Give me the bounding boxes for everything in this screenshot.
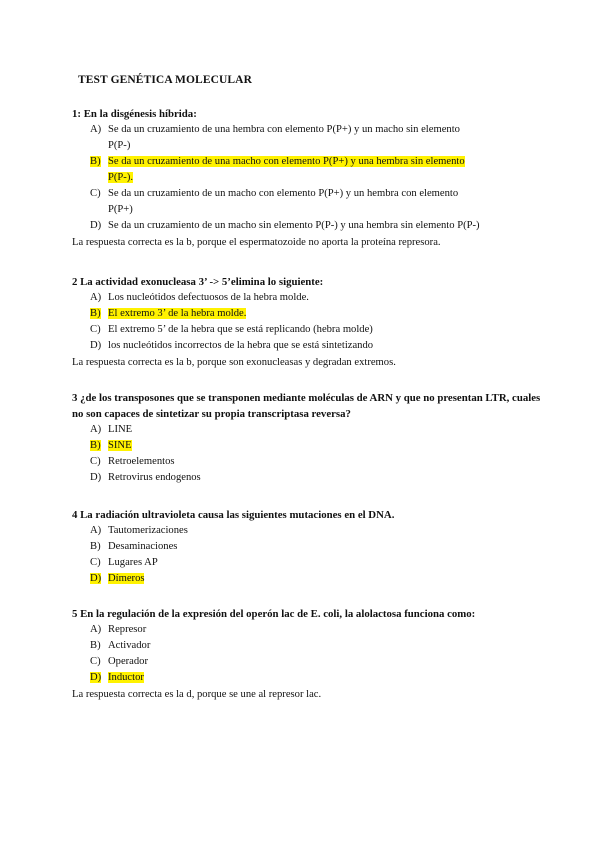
question-5 (72, 606, 542, 703)
option-text: Dímeros (108, 573, 145, 584)
option-a (72, 622, 542, 638)
option-letter: A) (90, 624, 102, 635)
option-letter: D) (90, 672, 102, 683)
option-text: los nucleótidos incorrectos de la hebra que se está sintetizando (108, 340, 374, 351)
option-letter: A) (90, 124, 102, 135)
option-text: P(P-). (108, 172, 134, 183)
option-c (72, 555, 542, 571)
option-text: Lugares AP (108, 557, 158, 568)
question-1 (72, 106, 542, 251)
option-letter: B) (90, 440, 101, 451)
option-letter: B) (90, 541, 101, 552)
option-text: Los nucleótidos defectuosos de la hebra molde. (108, 292, 309, 303)
option-text: SINE (108, 440, 132, 451)
answer-explanation: La respuesta correcta es la b, porque son exonucleasas y degradan extremos. (72, 357, 396, 368)
option-text: P(P-) (108, 140, 131, 151)
option-letter (90, 138, 108, 154)
option-text: Operador (108, 656, 149, 667)
option-b (72, 539, 542, 555)
option-d (72, 670, 542, 686)
option-letter (90, 170, 108, 186)
option-d (72, 470, 542, 486)
option-text: Activador (108, 640, 151, 651)
option-b (72, 438, 542, 454)
option-letter: D) (90, 472, 102, 483)
option-text: Retrovirus endogenos (108, 472, 201, 483)
option-d (72, 218, 542, 234)
question-text: 5 En la regulación de la expresión del operón lac de E. coli, la alolactosa funciona como: (72, 608, 476, 620)
option-text: Desaminaciones (108, 541, 178, 552)
option-letter: C) (90, 557, 101, 568)
option-c (72, 454, 542, 470)
option-b-cont (72, 170, 542, 186)
option-text: Se da un cruzamiento de un macho sin elemento P(P-) y una hembra sin elemento P(P-) (108, 220, 480, 231)
question-text: 3 ¿de los transposones que se transponen mediante moléculas de ARN y que no presentan LTR, cuales no son capaces de sintetizar su propia transcriptasa reversa? (72, 392, 541, 420)
answer-explanation: La respuesta correcta es la b, porque el espermatozoide no aporta la proteína represora. (72, 237, 441, 248)
option-text: Retroelementos (108, 456, 175, 467)
option-letter: C) (90, 188, 101, 199)
option-b (72, 306, 542, 322)
option-a (72, 422, 542, 438)
option-letter: A) (90, 525, 102, 536)
option-a (72, 122, 542, 138)
option-letter: D) (90, 573, 102, 584)
option-a-cont (72, 138, 542, 154)
option-a (72, 290, 542, 306)
option-c-cont (72, 202, 542, 218)
option-letter: A) (90, 292, 102, 303)
option-letter: B) (90, 640, 101, 651)
option-text: El extremo 5’ de la hebra que se está replicando (hebra molde) (108, 324, 373, 335)
option-text: Inductor (108, 672, 144, 683)
option-letter: D) (90, 220, 102, 231)
option-c (72, 654, 542, 670)
option-text: P(P+) (108, 204, 133, 215)
option-letter: C) (90, 656, 101, 667)
option-c (72, 322, 542, 338)
option-text: Tautomerizaciones (108, 525, 188, 536)
option-letter (90, 202, 108, 218)
option-c (72, 186, 542, 202)
option-letter: B) (90, 156, 101, 167)
question-2 (72, 274, 542, 371)
option-text: El extremo 3’ de la hebra molde. (108, 308, 247, 319)
option-text: Se da un cruzamiento de una macho con elemento P(P+) y una hembra sin elemento (108, 156, 465, 167)
option-text: Se da un cruzamiento de una hembra con elemento P(P+) y un macho sin elemento (108, 124, 460, 135)
question-text: 1: En la disgénesis híbrida: (72, 108, 197, 120)
option-letter: C) (90, 456, 101, 467)
document-title: TEST GENÉTICA MOLECULAR (78, 74, 252, 86)
option-text: Se da un cruzamiento de un macho con elemento P(P+) y un hembra con elemento (108, 188, 459, 199)
option-d (72, 338, 542, 354)
question-text: 4 La radiación ultravioleta causa las siguientes mutaciones en el DNA. (72, 509, 395, 521)
question-3 (72, 390, 542, 486)
option-text: LINE (108, 424, 133, 435)
option-a (72, 523, 542, 539)
answer-explanation: La respuesta correcta es la d, porque se une al represor lac. (72, 689, 322, 700)
option-letter: B) (90, 308, 101, 319)
option-letter: D) (90, 340, 102, 351)
option-letter: A) (90, 424, 102, 435)
question-text: 2 La actividad exonucleasa 3’ -> 5’elimina lo siguiente: (72, 276, 324, 288)
option-letter: C) (90, 324, 101, 335)
option-text: Represor (108, 624, 147, 635)
question-4 (72, 507, 542, 587)
option-b (72, 154, 542, 170)
option-d (72, 571, 542, 587)
option-b (72, 638, 542, 654)
